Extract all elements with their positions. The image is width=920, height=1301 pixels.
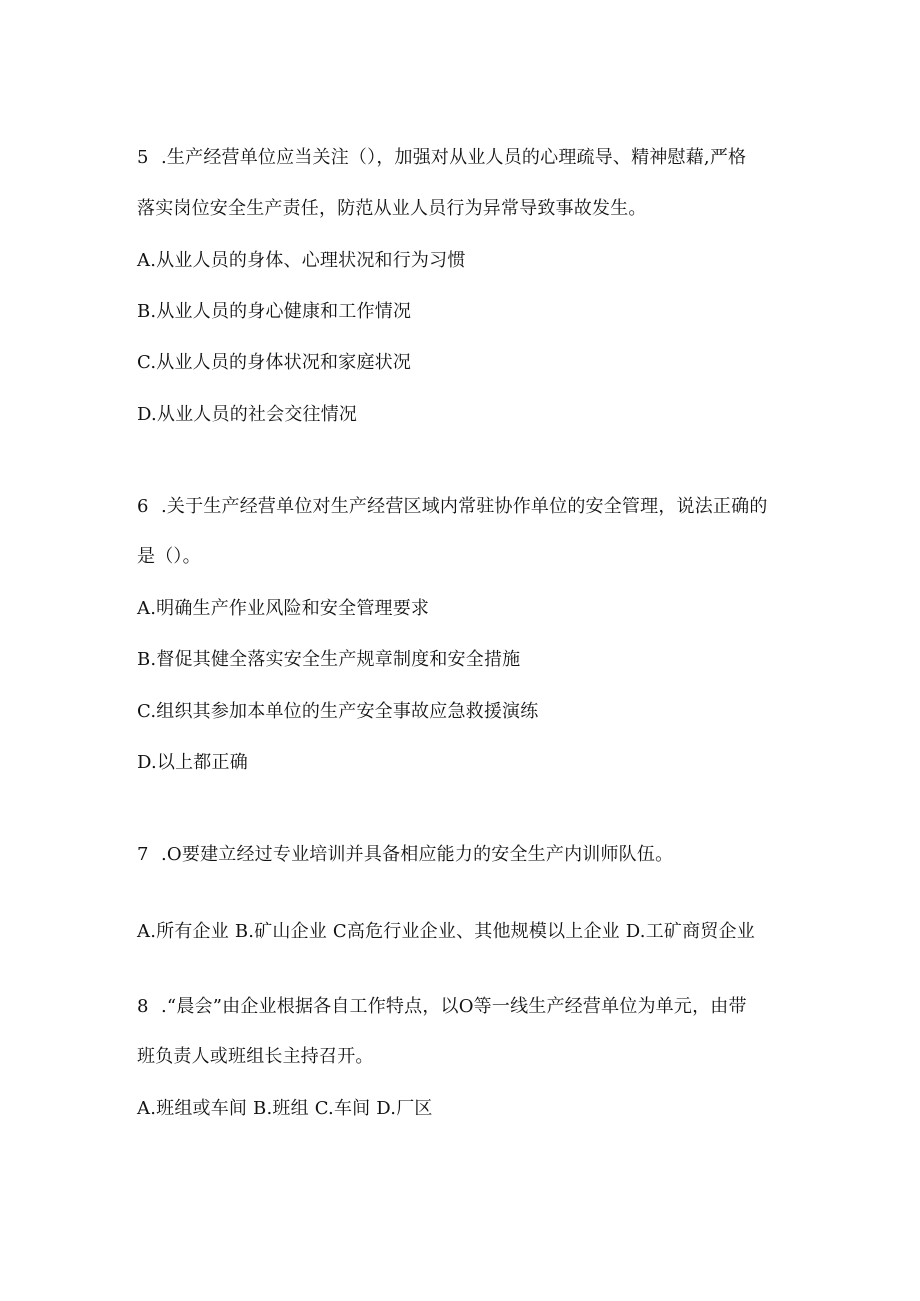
question-5-option-a: A.从业人员的身体、心理状况和行为习惯 [137,250,466,271]
question-8-stem-text-1: .“晨会”由企业根据各自工作特点，以O等一线生产经营单位为单元，由带 [161,996,747,1017]
question-6-number: 6 [137,496,149,517]
question-8-stem-line-2: 班负责人或班组长主持召开。 [137,1046,374,1067]
question-6-stem-text-1: .关于生产经营单位对生产经营区域内常驻协作单位的安全管理，说法正确的 [161,496,768,517]
question-6-option-c: C.组织其参加本单位的生产安全事故应急救援演练 [137,701,539,722]
question-8-stem-line-1 [137,995,747,1019]
question-5-number: 5 [137,147,149,168]
question-5-stem-line-2: 落实岗位安全生产责任，防范从业人员行为异常导致事故发生。 [137,198,647,219]
question-5-stem-line-1 [137,146,746,170]
question-8-number: 8 [137,996,149,1017]
question-7-stem-line-1 [137,843,673,867]
question-7-stem-text-1: .O要建立经过专业培训并具备相应能力的安全生产内训师队伍。 [161,844,674,865]
question-7-options: A.所有企业 B.矿山企业 C高危行业企业、其他规模以上企业 D.工矿商贸企业 [137,921,755,942]
question-7-number: 7 [137,844,149,865]
question-8-options: A.班组或车间 B.班组 C.车间 D.厂区 [137,1098,433,1119]
question-6-stem-line-1 [137,495,768,519]
question-5-option-c: C.从业人员的身体状况和家庭状况 [137,352,412,373]
question-6-option-a: A.明确生产作业风险和安全管理要求 [137,598,430,619]
question-6-option-b: B.督促其健全落实安全生产规章制度和安全措施 [137,649,521,670]
question-5-option-b: B.从业人员的身心健康和工作情况 [137,301,412,322]
question-5-stem-text-1: .生产经营单位应当关注（），加强对从业人员的心理疏导、精神慰藉,严格 [161,147,747,168]
question-5-option-d: D.从业人员的社会交往情况 [137,404,358,425]
question-6-stem-line-2: 是（）。 [137,546,201,567]
question-6-option-d: D.以上都正确 [137,752,248,773]
